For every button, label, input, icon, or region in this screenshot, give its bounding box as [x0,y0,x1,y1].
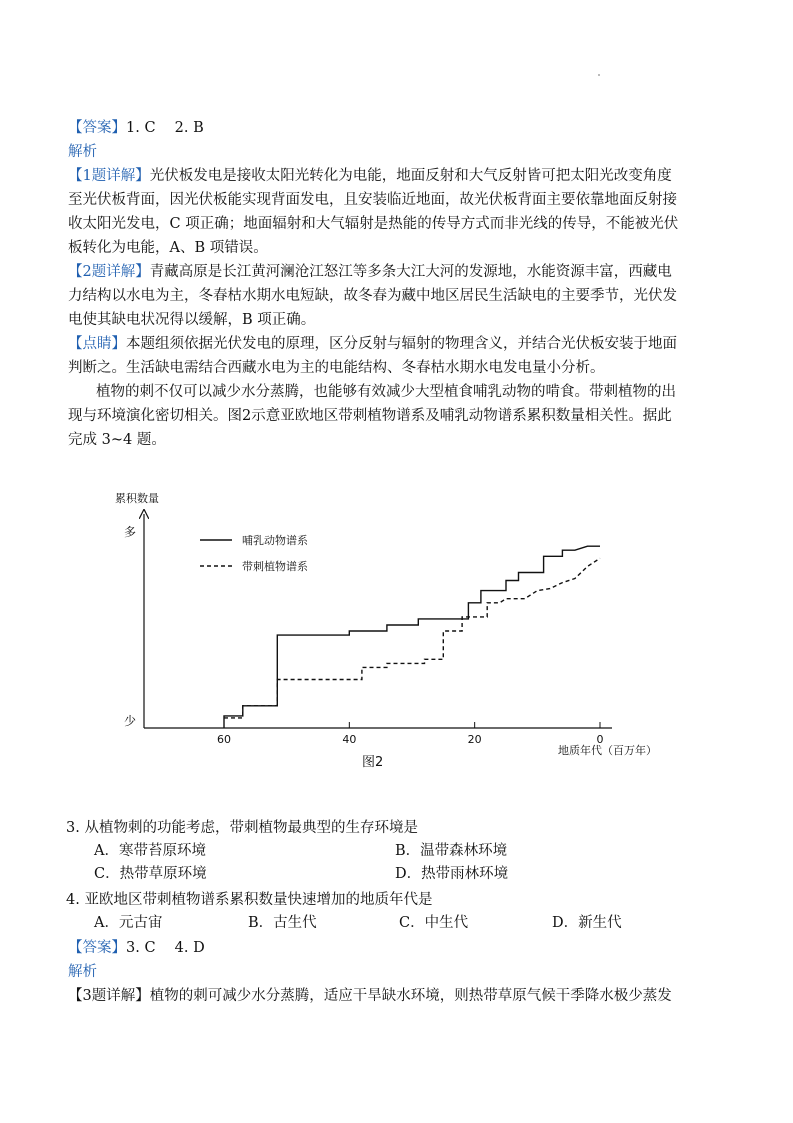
q4-option-c[interactable]: C．中生代 [399,915,469,931]
legend-label-mammal: 哺乳动物谱系 [242,534,308,547]
x-tick-label-0: 0 [596,733,604,746]
x-tick-label-40: 40 [342,733,357,746]
answer-tag: 【答案】 [68,120,126,136]
tip-tag: 【点睛】 [68,336,126,352]
analysis-tag-2: 解析 [68,964,97,980]
q2-detail-line-2: 力结构以水电为主，冬春枯水期水电短缺，故冬春为藏中地区居民生活缺电的主要季节，光伏发 [68,288,677,304]
x-tick-label-20: 20 [467,733,482,746]
x-ticks [217,722,604,746]
question-4-stem: 4. 亚欧地区带刺植物谱系累积数量快速增加的地质年代是 [66,892,433,908]
q3-option-b[interactable]: B．温带森林环境 [395,843,508,859]
q1-detail-line-1 [68,164,672,188]
y-tick-label-high: 多 [124,525,137,539]
q1-detail-tag: 【1题详解】 [68,168,150,184]
q3-detail-line-1 [68,984,672,1008]
series-layer [224,546,600,728]
series-line-thorny-plant [224,558,600,718]
legend-label-thorny: 带刺植物谱系 [242,560,308,573]
answer-tag-2: 【答案】 [68,940,126,956]
intro-line-1: 植物的刺不仅可以减少水分蒸腾，也能够有效减少大型植食哺乳动物的啃食。带刺植物的出 [96,384,676,400]
answer-text-2: 3. C 4. D [126,940,205,956]
q1-detail-line-3: 收太阳光发电，C 项正确；地面辐射和大气辐射是热能的传导方式而非光线的传导，不能被光伏 [68,216,679,232]
q3-option-a[interactable]: A．寒带苔原环境 [94,843,206,859]
q1-detail-line-2: 至光伏板背面，因光伏板能实现背面发电，且安装临近地面，故光伏板背面主要依靠地面反射接 [68,192,677,208]
q2-detail-text: 青藏高原是长江黄河澜沧江怒江等多条大江大河的发源地，水能资源丰富，西藏电 [149,264,672,280]
figure-2-chart [100,480,660,780]
scan-speck [598,74,600,76]
tip-text: 本题组须依据光伏发电的原理，区分反射与辐射的物理含义，并结合光伏板安装于地面 [126,336,677,352]
answer-text: 1. C 2. B [126,120,204,136]
intro-line-3: 完成 3~4 题。 [68,432,166,448]
tip-line-2: 判断之。生活缺电需结合西藏水电为主的电能结构、冬春枯水期水电发电量小分析。 [68,360,605,376]
q3-detail-text: 植物的刺可减少水分蒸腾，适应干旱缺水环境，则热带草原气候干季降水极少蒸发 [149,988,672,1004]
intro-line-2: 现与环境演化密切相关。图2示意亚欧地区带刺植物谱系及哺乳动物谱系累积数量相关性。据此 [68,408,672,424]
question-3-stem: 3. 从植物刺的功能考虑，带刺植物最典型的生存环境是 [66,820,418,836]
q3-option-c[interactable]: C．热带草原环境 [94,866,207,882]
series-line-mammal [224,546,600,728]
x-axis-label: 地质年代（百万年） [558,744,657,757]
legend [200,533,308,573]
q4-option-a[interactable]: A．元古宙 [94,915,163,931]
y-tick-label-low: 少 [124,714,137,728]
q1-detail-line-4: 板转化为电能，A、B 项错误。 [68,240,268,256]
answer-line-2 [68,936,205,960]
q3-option-d[interactable]: D．热带雨林环境 [395,866,509,882]
q2-detail-line-3: 电使其缺电状况得以缓解，B 项正确。 [68,312,316,328]
q4-option-b[interactable]: B．古生代 [248,915,317,931]
q4-option-d[interactable]: D．新生代 [552,915,622,931]
figure-caption: 图2 [362,755,384,770]
answer-line-1 [68,116,204,140]
q2-detail-tag: 【2题详解】 [68,264,150,280]
analysis-tag: 解析 [68,144,97,160]
x-tick-label-60: 60 [217,733,231,746]
y-axis-label: 累积数量 [115,492,159,505]
q1-detail-text: 光伏板发电是接收太阳光转化为电能，地面反射和大气反射皆可把太阳光改变角度 [149,168,672,184]
q3-detail-tag: 【3题详解】 [68,988,150,1004]
tip-line-1 [68,332,677,356]
q2-detail-line-1 [68,260,672,284]
